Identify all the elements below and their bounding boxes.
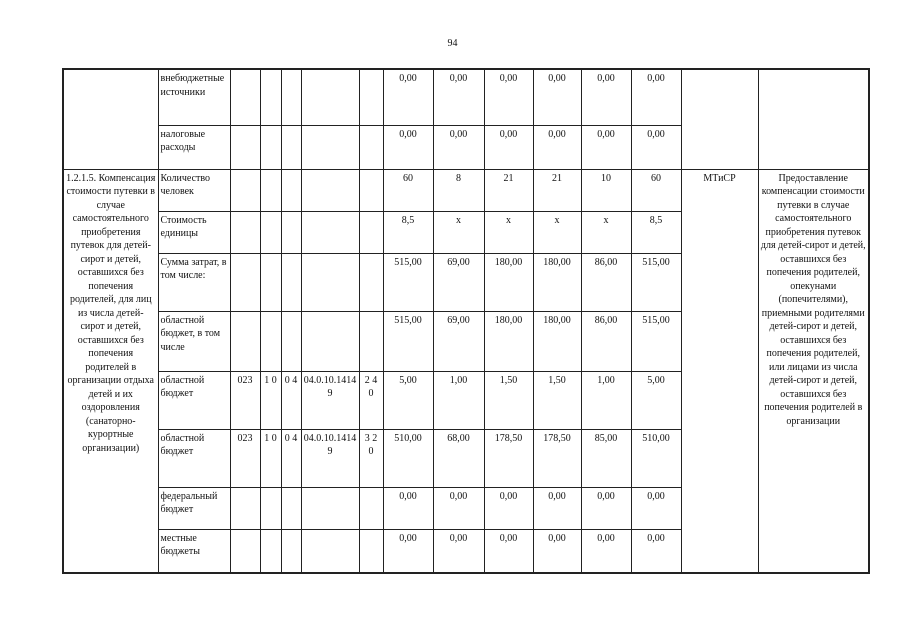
budget-code-cell [260, 211, 281, 253]
budget-code-cell [281, 125, 301, 169]
expected-result: Предоставление компенсации стоимости путевки в случае самостоятельного приобретения путевок для детей-сирот и детей, оставшихся без попечения родителей, опекунами (попечителями), приемными родителями детей-сирот и детей, оставшихся без попечения родителей, или лицами из числа детей-сирот и детей, оставшихся без попечения родителей в организации [758, 169, 869, 573]
value-cell: 0,00 [533, 125, 581, 169]
row-label: областной бюджет [158, 371, 230, 429]
budget-code-cell [230, 169, 260, 211]
value-cell: 68,00 [433, 429, 484, 487]
budget-code-cell [281, 211, 301, 253]
value-cell: 0,00 [484, 487, 533, 529]
value-cell: 5,00 [383, 371, 433, 429]
budget-code-cell [260, 487, 281, 529]
budget-code-cell [281, 69, 301, 125]
budget-code-cell [301, 211, 359, 253]
value-cell: 69,00 [433, 253, 484, 311]
value-cell: 0,00 [383, 125, 433, 169]
value-cell: 0,00 [383, 529, 433, 573]
budget-code-cell [230, 69, 260, 125]
value-cell: 0,00 [433, 125, 484, 169]
value-cell: 0,00 [631, 487, 681, 529]
budget-table [62, 68, 870, 574]
value-cell: 8,5 [631, 211, 681, 253]
value-cell: 0,00 [631, 69, 681, 125]
value-cell: 0,00 [383, 487, 433, 529]
budget-code-cell [359, 125, 383, 169]
budget-code-cell [281, 169, 301, 211]
budget-code-cell [281, 529, 301, 573]
budget-code-cell: 023 [230, 429, 260, 487]
budget-code-cell [260, 169, 281, 211]
value-cell: 0,00 [533, 69, 581, 125]
value-cell: 1,50 [533, 371, 581, 429]
row-label: федеральный бюджет [158, 487, 230, 529]
budget-code-cell [260, 69, 281, 125]
budget-code-cell [260, 529, 281, 573]
budget-code-cell [230, 125, 260, 169]
budget-code-cell [301, 253, 359, 311]
value-cell: 0,00 [433, 69, 484, 125]
row-label: Стоимость единицы [158, 211, 230, 253]
value-cell: 178,50 [484, 429, 533, 487]
budget-code-cell: 1 0 [260, 371, 281, 429]
value-cell: 180,00 [533, 311, 581, 371]
value-cell: 0,00 [581, 529, 631, 573]
empty-result-cell [758, 69, 869, 169]
value-cell: 0,00 [433, 487, 484, 529]
page-number: 94 [447, 38, 458, 49]
value-cell: 86,00 [581, 253, 631, 311]
value-cell: 0,00 [433, 529, 484, 573]
value-cell: 10 [581, 169, 631, 211]
row-label: Количество человек [158, 169, 230, 211]
row-label: областной бюджет, в том числе [158, 311, 230, 371]
row-label: областной бюджет [158, 429, 230, 487]
value-cell: 515,00 [383, 253, 433, 311]
value-cell: х [581, 211, 631, 253]
budget-code-cell: 04.0.10.14149 [301, 371, 359, 429]
value-cell: х [533, 211, 581, 253]
budget-code-cell [230, 311, 260, 371]
budget-code-cell [359, 311, 383, 371]
budget-code-cell [281, 253, 301, 311]
budget-code-cell [359, 169, 383, 211]
value-cell: 0,00 [631, 529, 681, 573]
budget-code-cell [301, 487, 359, 529]
budget-code-cell [359, 253, 383, 311]
value-cell: 510,00 [383, 429, 433, 487]
value-cell: х [433, 211, 484, 253]
value-cell: 60 [383, 169, 433, 211]
row-label: Сумма затрат, в том числе: [158, 253, 230, 311]
value-cell: 510,00 [631, 429, 681, 487]
budget-code-cell [359, 529, 383, 573]
budget-code-cell: 3 2 0 [359, 429, 383, 487]
budget-code-cell [230, 211, 260, 253]
executor: МТиСР [681, 169, 758, 573]
value-cell: 180,00 [533, 253, 581, 311]
value-cell: 8 [433, 169, 484, 211]
budget-code-cell [359, 211, 383, 253]
budget-code-cell: 1 0 [260, 429, 281, 487]
value-cell: 180,00 [484, 311, 533, 371]
value-cell: 1,00 [433, 371, 484, 429]
budget-code-cell [281, 311, 301, 371]
budget-code-cell [260, 125, 281, 169]
value-cell: 515,00 [631, 253, 681, 311]
value-cell: 0,00 [484, 529, 533, 573]
value-cell: 178,50 [533, 429, 581, 487]
budget-code-cell [301, 529, 359, 573]
value-cell: 1,50 [484, 371, 533, 429]
value-cell: 60 [631, 169, 681, 211]
table-row [63, 69, 869, 125]
value-cell: 0,00 [484, 125, 533, 169]
value-cell: 0,00 [533, 487, 581, 529]
table-row [63, 169, 869, 211]
value-cell: 5,00 [631, 371, 681, 429]
budget-code-cell: 04.0.10.14149 [301, 429, 359, 487]
value-cell: 0,00 [631, 125, 681, 169]
budget-code-cell [281, 487, 301, 529]
budget-code-cell [301, 169, 359, 211]
budget-code-cell [301, 311, 359, 371]
value-cell: 515,00 [631, 311, 681, 371]
budget-code-cell [359, 69, 383, 125]
row-label: местные бюджеты [158, 529, 230, 573]
value-cell: 0,00 [581, 125, 631, 169]
value-cell: 85,00 [581, 429, 631, 487]
budget-code-cell: 0 4 [281, 429, 301, 487]
value-cell: 0,00 [581, 487, 631, 529]
budget-code-cell [260, 311, 281, 371]
empty-measure-cell [63, 69, 158, 169]
budget-code-cell [230, 253, 260, 311]
budget-code-cell [359, 487, 383, 529]
value-cell: 1,00 [581, 371, 631, 429]
budget-code-cell [230, 529, 260, 573]
budget-code-cell [301, 69, 359, 125]
value-cell: 0,00 [383, 69, 433, 125]
value-cell: 0,00 [581, 69, 631, 125]
budget-code-cell [260, 253, 281, 311]
value-cell: х [484, 211, 533, 253]
value-cell: 21 [484, 169, 533, 211]
row-label: налоговые расходы [158, 125, 230, 169]
value-cell: 69,00 [433, 311, 484, 371]
value-cell: 180,00 [484, 253, 533, 311]
measure-name: 1.2.1.5. Компенсация стоимости путевки в случае самостоятельного приобретения путевок для детей-сирот и детей, оставшихся без попечения родителей, для лиц из числа детей-сирот и детей, оставшихся без попечения родителей в организации отдыха детей и их оздоровления (санаторно-курортные организации) [63, 169, 158, 573]
budget-code-cell [301, 125, 359, 169]
budget-code-cell: 0 4 [281, 371, 301, 429]
budget-code-cell: 2 4 0 [359, 371, 383, 429]
budget-code-cell: 023 [230, 371, 260, 429]
value-cell: 515,00 [383, 311, 433, 371]
value-cell: 86,00 [581, 311, 631, 371]
value-cell: 0,00 [533, 529, 581, 573]
row-label: внебюджетные источники [158, 69, 230, 125]
value-cell: 21 [533, 169, 581, 211]
value-cell: 8,5 [383, 211, 433, 253]
value-cell: 0,00 [484, 69, 533, 125]
empty-executor-cell [681, 69, 758, 169]
budget-code-cell [230, 487, 260, 529]
